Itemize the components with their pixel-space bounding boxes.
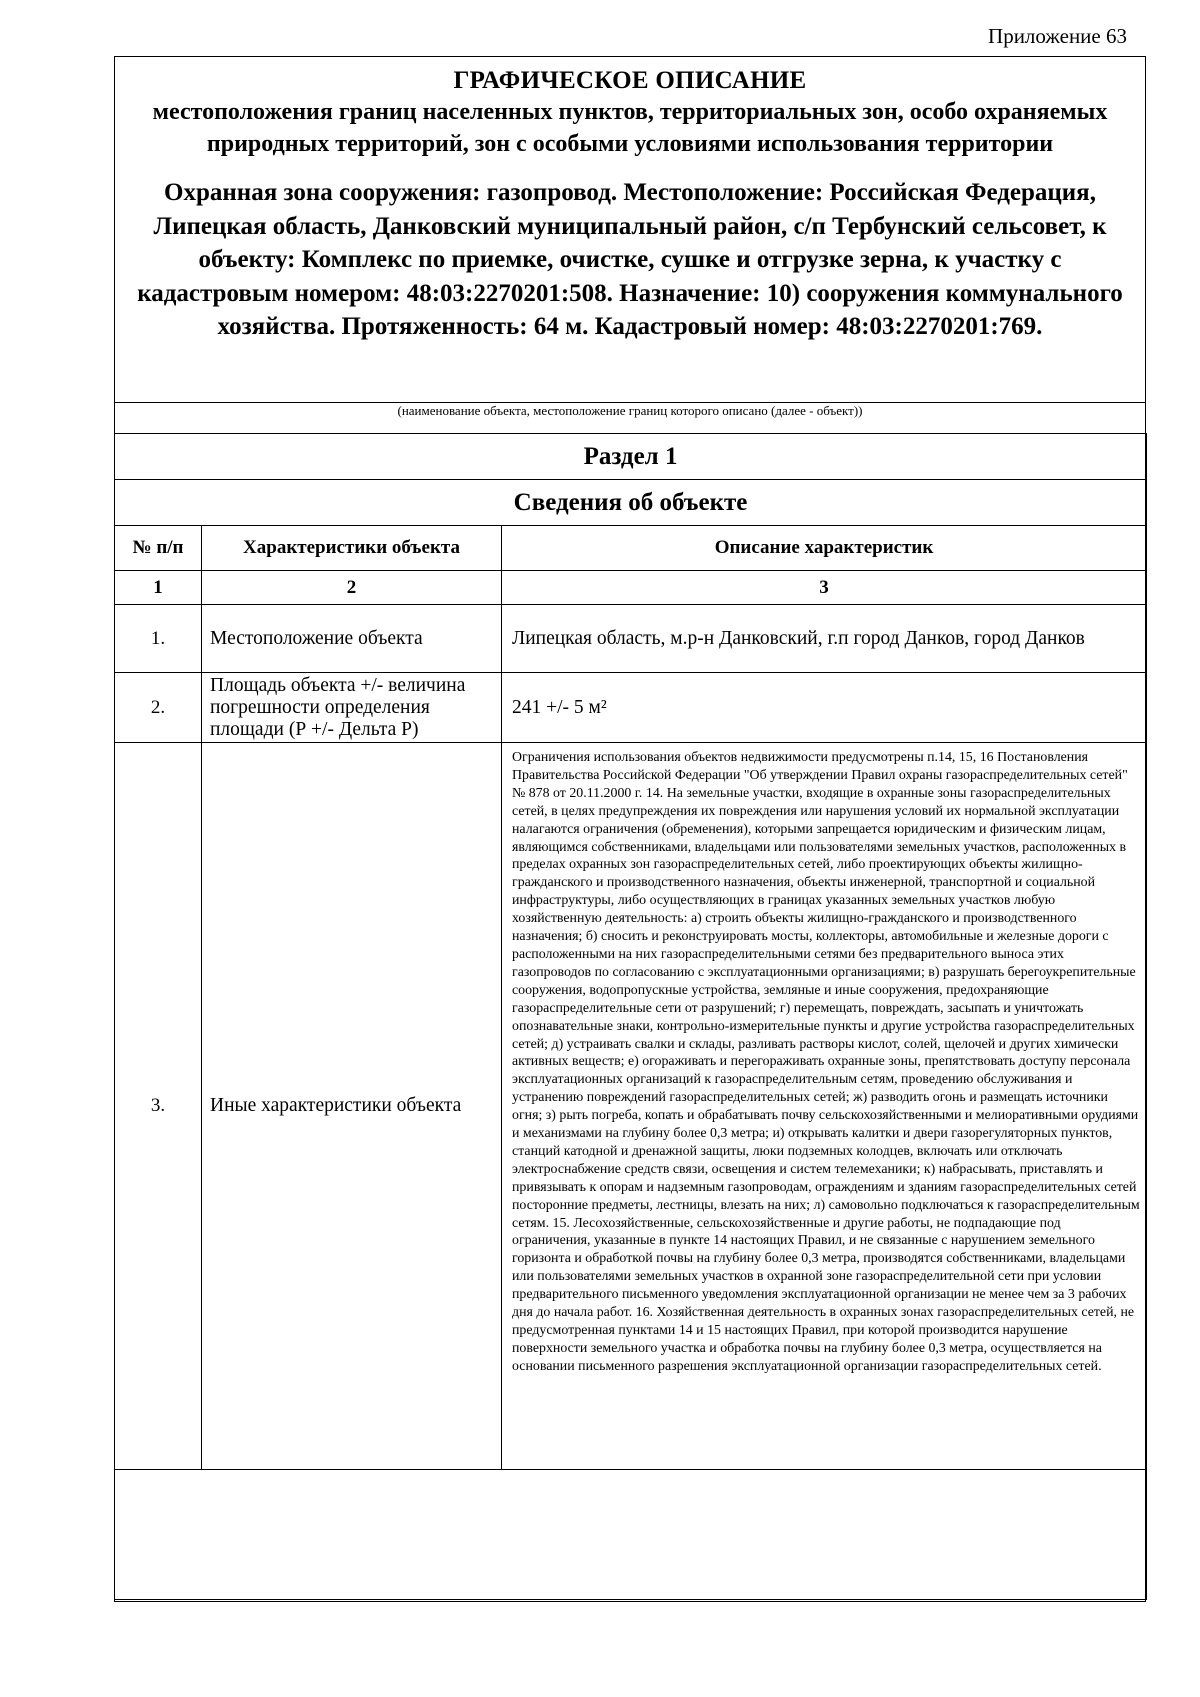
table-row [115,605,1147,673]
row-characteristic: Площадь объекта +/- величина погрешности определения площади (Р +/- Дельта Р) [202,673,502,743]
row-number: 1. [115,605,202,673]
object-info-table [114,433,1147,1600]
empty-row [115,1470,1147,1600]
table-header-row [115,526,1147,571]
empty-cell [115,1470,1147,1600]
row-restrictions-value: Ограничения использования объектов недвижимости предусмотрены п.14, 15, 16 Постановления Правительства Российской Федерации "Об утверждении Правил охраны газораспределительных сетей" № 878 от 20.11.2000 г. 14. На земельные участки, входящие в охранные зоны газораспределительных сетей, в целях предупреждения их повреждения или нарушения условий их нормальной эксплуатации налагаются ограничения (обременения), которыми запрещается юридическим и физическим лицам, являющимся собственниками, владельцами или пользователями земельных участков, расположенных в пределах охранных зон газораспределительных сетей, либо проектирующих объекты жилищно-гражданского и производственного назначения, объекты инженерной, транспортной и социальной инфраструктуры, либо осуществляющих в границах указанных земельных участков любую хозяйственную деятельность: а) строить объекты жилищно-гражданского и производственного назначения; б) сносить и реконструировать мосты, коллекторы, автомобильные и железные дороги с расположенными на них газораспределительными сетями без предварительного выноса этих газопроводов по согласованию с эксплуатационными организациями; в) разрушать берегоукрепительные сооружения, водопропускные устройства, земляные и иные сооружения, предохраняющие газораспределительные сети от разрушений; г) перемещать, повреждать, засыпать и уничтожать опознавательные знаки, контрольно-измерительные пункты и другие устройства газораспределительных сетей; д) устраивать свалки и склады, разливать растворы кислот, солей, щелочей и других химически активных веществ; е) огораживать и перегораживать охранные зоны, препятствовать доступу персонала эксплуатационных организаций к газораспределительным сетям, проведению обслуживания и устранению повреждений газораспределительных сетей; ж) разводить огонь и размещать источники огня; з) рыть погреба, копать и обрабатывать почву сельскохозяйственными и мелиоративными орудиями и механизмами на глубину более 0,3 метра; и) открывать калитки и двери газорегуляторных пунктов, станций катодной и дренажной защиты, люки подземных колодцев, включать или отключать электроснабжение средств связи, освещения и систем телемеханики; к) набрасывать, приставлять и привязывать к опорам и надземным газопроводам, ограждениям и зданиям газораспределительных сетей посторонние предметы, лестницы, влезать на них; л) самовольно подключаться к газораспределительным сетям. 15. Лесохозяйственные, сельскохозяйственные и другие работы, не подпадающие под ограничения, указанные в пункте 14 настоящих Правил, и не связанные с нарушением земельного горизонта и обработкой почвы на глубину более 0,3 метра, производятся собственниками, владельцами или пользователями земельных участков в охранной зоне газораспределительной сети при условии предварительного письменного уведомления эксплуатационной организации не менее чем за 3 рабочих дня до начала работ. 16. Хозяйственная деятельность в охранных зонах газораспределительных сетей, не предусмотренная пунктами 14 и 15 настоящих Правил, при которой производится нарушение поверхности земельного участка и обработка почвы на глубину более 0,3 метра, осуществляется на основании письменного разрешения эксплуатационной организации газораспределительных сетей. [502,743,1147,1470]
section-subtitle: Сведения об объекте [115,480,1147,526]
row-number: 2. [115,673,202,743]
section-title: Раздел 1 [115,434,1147,480]
section-title-row [115,434,1147,480]
row-characteristic: Местоположение объекта [202,605,502,673]
object-caption: (наименование объекта, местоположение границ которого описано (далее - объект)) [115,402,1145,423]
column-number-3: 3 [502,571,1147,605]
column-number-2: 2 [202,571,502,605]
header-characteristics: Характеристики объекта [202,526,502,571]
row-characteristic: Иные характеристики объекта [202,743,502,1470]
column-number-1: 1 [115,571,202,605]
appendix-label: Приложение 63 [988,24,1127,48]
document-title: ГРАФИЧЕСКОЕ ОПИСАНИЕ [453,67,807,94]
row-location-value: Липецкая область, м.р-н Данковский, г.п город Данков, город Данков [502,605,1147,673]
title-block [115,57,1145,400]
row-area-value: 241 +/- 5 м² [502,673,1147,743]
header-number: № п/п [115,526,202,571]
object-description: Охранная зона сооружения: газопровод. Местоположение: Российская Федерация, Липецкая область, Данковский муниципальный район, с/п Тербунский сельсовет, к объекту: Комплекс по приемке, очистке, сушке и отгрузке зерна, к участку с кадастровым номером: 48:03:2270201:508. Назначение: 10) сооружения коммунального хозяйства. Протяженность: 64 м. Кадастровый номер: 48:03:2270201:769. [137,179,1123,340]
table-row [115,743,1147,1470]
document-frame [114,56,1146,1602]
row-number: 3. [115,743,202,1470]
column-numbers-row [115,571,1147,605]
table-row [115,673,1147,743]
document-subtitle: местоположения границ населенных пунктов, территориальных зон, особо охраняемых природных территорий, зон с особыми условиями использования территории [152,99,1108,157]
section-subtitle-row [115,480,1147,526]
header-description: Описание характеристик [502,526,1147,571]
